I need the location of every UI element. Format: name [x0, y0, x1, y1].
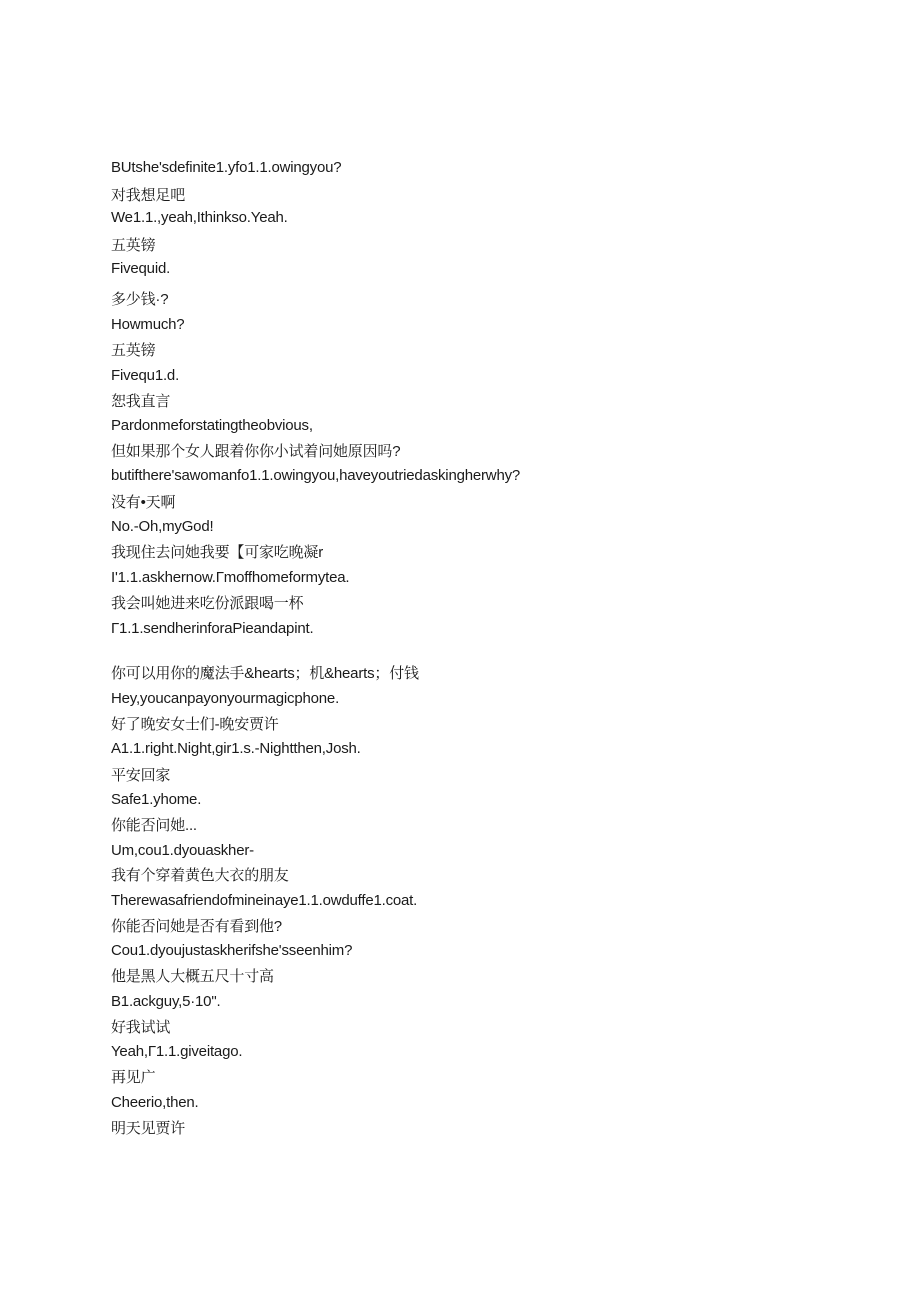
- text-line: 五英镑: [111, 342, 156, 359]
- text-line: Fivequ1.d.: [111, 367, 180, 384]
- text-line: 你能否问她是否有看到他?: [111, 918, 282, 935]
- text-line: We1.1.,yeah,Ithinkso.Yeah.: [111, 209, 288, 226]
- text-line: Cou1.dyoujustaskherifshe'sseenhim?: [111, 942, 353, 959]
- text-line: 他是黑人大概五尺十寸高: [111, 968, 274, 985]
- text-line: I'1.1.askhernow.Γmoffhomeformytea.: [111, 569, 350, 586]
- text-line: 我现住去问她我要【可家吃晚凝r: [111, 544, 323, 561]
- text-line: 多少钱·?: [111, 291, 169, 308]
- text-line: 我有个穿着黄色大衣的朋友: [111, 867, 289, 884]
- text-line: Fivequid.: [111, 260, 171, 277]
- text-line: 明天见贾许: [111, 1120, 186, 1137]
- text-line: 五英镑: [111, 237, 156, 254]
- text-line: Therewasafriendofmineinaye1.1.owduffe1.coat.: [111, 892, 418, 909]
- text-line: No.-Oh,myGod!: [111, 518, 214, 535]
- text-line: 好我试试: [111, 1019, 171, 1036]
- text-line: 平安回家: [111, 767, 171, 784]
- text-line: Γ1.1.sendherinforaPieandapint.: [111, 620, 314, 637]
- text-line: 我会叫她进来吃份派跟喝一杯: [111, 595, 304, 612]
- text-line: Hey,youcanpayonyourmagicphone.: [111, 690, 340, 707]
- text-line: 再见广: [111, 1069, 156, 1086]
- text-line: Howmuch?: [111, 316, 185, 333]
- text-line: BUtshe'sdefinite1.yfo1.1.owingyou?: [111, 159, 342, 176]
- text-line: A1.1.right.Night,gir1.s.-Nightthen,Josh.: [111, 740, 361, 757]
- text-line: 你可以用你的魔法手&hearts；机&hearts；付钱: [111, 665, 419, 682]
- text-line: Pardonmeforstatingtheobvious,: [111, 417, 313, 434]
- text-line: Safe1.yhome.: [111, 791, 202, 808]
- text-line: Cheerio,then.: [111, 1094, 199, 1111]
- text-line: 没有•天啊: [111, 494, 176, 511]
- text-line: 恕我直言: [111, 393, 171, 410]
- text-line: Um,cou1.dyouaskher-: [111, 842, 254, 859]
- text-line: 对我想足吧: [111, 187, 186, 204]
- text-line: 但如果那个女人跟着你你小试着问她原因吗?: [111, 443, 401, 460]
- text-line: butifthere'sawomanfo1.1.owingyou,haveyoutriedaskingherwhy?: [111, 467, 521, 484]
- text-line: Yeah,Γ1.1.giveitago.: [111, 1043, 243, 1060]
- text-line: 你能否问她...: [111, 817, 197, 834]
- text-line: 好了晚安女士们-晚安贾许: [111, 716, 279, 733]
- text-line: B1.ackguy,5·10".: [111, 993, 221, 1010]
